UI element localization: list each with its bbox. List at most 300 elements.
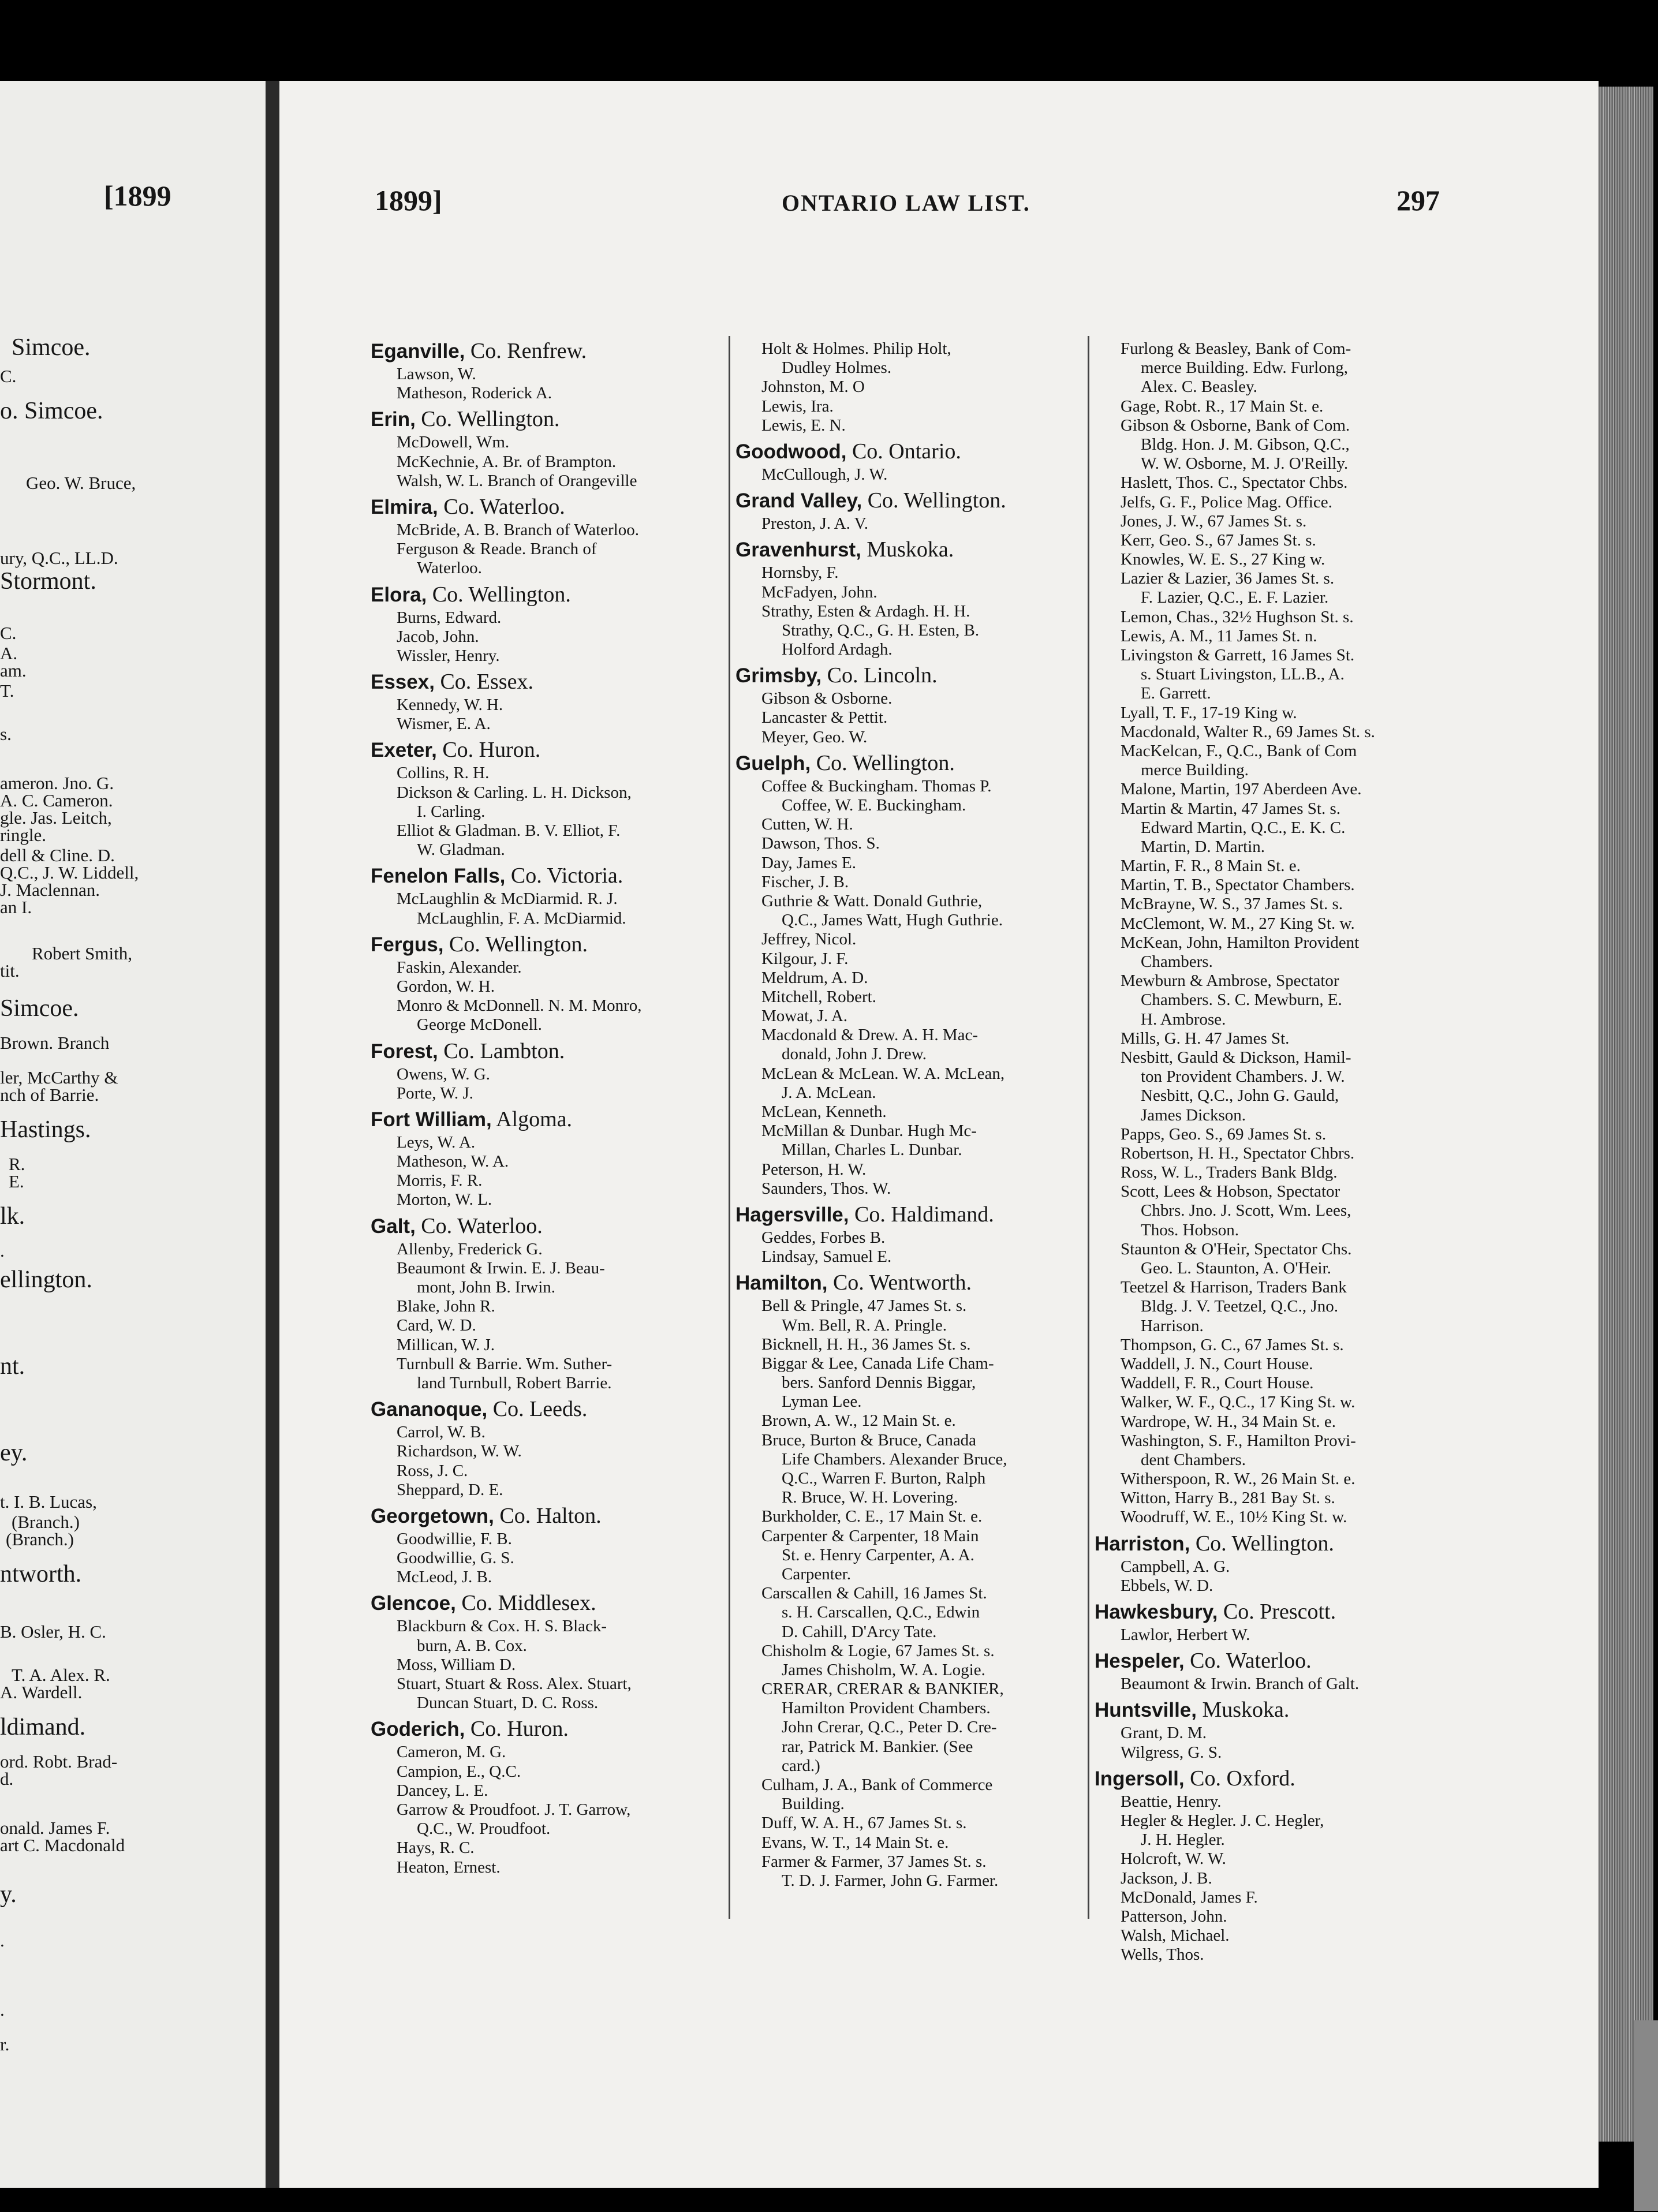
- lawyer-entry: Biggar & Lee, Canada Life Cham-: [761, 1354, 994, 1373]
- lawyer-entry: T. D. J. Farmer, John G. Farmer.: [782, 1871, 999, 1890]
- county-name: Co. Essex.: [434, 670, 533, 694]
- town-heading: [371, 736, 723, 764]
- left-page-line: tit.: [0, 961, 20, 981]
- lawyer-entry: Guthrie & Watt. Donald Guthrie,: [761, 891, 983, 910]
- lawyer-entry: Holt & Holmes. Philip Holt,: [761, 339, 951, 358]
- lawyer-entry: McFadyen, John.: [761, 582, 877, 601]
- left-page-line: onald. James F.: [0, 1818, 110, 1838]
- town-heading: [371, 1395, 723, 1423]
- lawyer-entry: Morris, F. R.: [397, 1171, 483, 1190]
- lawyer-entry: Duncan Stuart, D. C. Ross.: [417, 1694, 599, 1713]
- lawyer-entry: Life Chambers. Alexander Bruce,: [782, 1449, 1007, 1469]
- town-name: Hespeler,: [1095, 1650, 1185, 1673]
- left-page-line: ord. Robt. Brad-: [0, 1751, 118, 1772]
- lawyer-entry: Millican, W. J.: [397, 1335, 495, 1354]
- left-page-line: ameron. Jno. G.: [0, 773, 114, 793]
- county-name: Co. Ontario.: [846, 439, 961, 464]
- town-name: Hagersville,: [735, 1203, 849, 1226]
- lawyer-entry: Preston, J. A. V.: [761, 514, 869, 533]
- lawyer-entry: Hamilton Provident Chambers.: [782, 1699, 991, 1718]
- lawyer-entry: Dickson & Carling. L. H. Dickson,: [397, 783, 632, 802]
- county-name: Co. Wentworth.: [827, 1271, 972, 1295]
- lawyer-entry: George McDonell.: [417, 1015, 542, 1034]
- town-name: Huntsville,: [1095, 1699, 1197, 1722]
- lawyer-entry: Scott, Lees & Hobson, Spectator: [1121, 1182, 1340, 1201]
- town-name: Gravenhurst,: [735, 539, 861, 562]
- left-page-line: gle. Jas. Leitch,: [0, 808, 112, 828]
- lawyer-entry: Card, W. D.: [397, 1316, 476, 1335]
- town-name: Georgetown,: [371, 1504, 494, 1527]
- county-name: Co. Leeds.: [487, 1397, 588, 1422]
- lawyer-entry: Beaumont & Irwin. E. J. Beau-: [397, 1258, 605, 1277]
- lawyer-entry: Q.C., W. Proudfoot.: [417, 1819, 551, 1839]
- lawyer-entry: Brown, A. W., 12 Main St. e.: [761, 1411, 956, 1430]
- lawyer-entry: Strathy, Esten & Ardagh. H. H.: [761, 601, 970, 621]
- left-page-line: s.: [0, 724, 12, 744]
- left-page-line: d.: [0, 1769, 14, 1789]
- lawyer-entry: James Chisholm, W. A. Logie.: [782, 1660, 985, 1679]
- lawyer-entry: Chisholm & Logie, 67 James St. s.: [761, 1641, 995, 1660]
- lawyer-entry: Wismer, E. A.: [397, 715, 491, 734]
- lawyer-entry: s. H. Carscallen, Q.C., Edwin: [782, 1603, 980, 1622]
- lawyer-entry: Chambers. S. C. Mewburn, E.: [1141, 991, 1342, 1010]
- lawyer-entry: Richardson, W. W.: [397, 1442, 522, 1461]
- town-heading: [735, 662, 1082, 689]
- lawyer-entry: CRERAR, CRERAR & BANKIER,: [761, 1680, 1004, 1699]
- lawyer-entry: Lawson, W.: [397, 365, 476, 383]
- lawyer-entry: dent Chambers.: [1141, 1450, 1246, 1469]
- lawyer-entry: Chbrs. Jno. J. Scott, Wm. Lees,: [1141, 1201, 1351, 1220]
- town-heading: [1095, 1647, 1441, 1675]
- lawyer-entry: D. Cahill, D'Arcy Tate.: [782, 1622, 937, 1641]
- lawyer-entry: Holford Ardagh.: [782, 640, 893, 659]
- left-page-line: T.: [0, 681, 14, 701]
- lawyer-entry: Culham, J. A., Bank of Commerce: [761, 1776, 993, 1794]
- lawyer-entry: W. W. Osborne, M. J. O'Reilly.: [1141, 454, 1349, 473]
- county-name: Co. Victoria.: [505, 864, 623, 888]
- lawyer-entry: Bldg. Hon. J. M. Gibson, Q.C.,: [1141, 435, 1350, 454]
- left-page-line: J. Maclennan.: [0, 880, 100, 900]
- lawyer-entry: MacKelcan, F., Q.C., Bank of Com: [1121, 741, 1357, 760]
- lawyer-entry: Goodwillie, G. S.: [397, 1549, 514, 1568]
- town-heading: [371, 1502, 723, 1530]
- town-heading: [371, 668, 723, 696]
- lawyer-entry: Building.: [782, 1795, 845, 1814]
- town-heading: [1095, 1598, 1441, 1626]
- lawyer-entry: Dudley Holmes.: [782, 358, 892, 378]
- county-name: Co. Waterloo.: [438, 494, 565, 519]
- lawyer-entry: Geddes, Forbes B.: [761, 1228, 886, 1247]
- left-page-line: t. I. B. Lucas,: [0, 1492, 97, 1512]
- left-page-line: E.: [9, 1171, 24, 1191]
- left-page-line: .: [0, 1240, 5, 1261]
- page-edge: [1599, 87, 1653, 2142]
- lawyer-entry: Blackburn & Cox. H. S. Black-: [397, 1617, 607, 1636]
- lawyer-entry: Mitchell, Robert.: [761, 987, 876, 1006]
- lawyer-entry: McLaughlin, F. A. McDiarmid.: [417, 909, 626, 928]
- left-page-line: .: [0, 1930, 5, 1951]
- lawyer-entry: McDowell, Wm.: [397, 433, 510, 452]
- town-name: Ingersoll,: [1095, 1767, 1185, 1790]
- lawyer-entry: Wissler, Henry.: [397, 646, 500, 665]
- lawyer-entry: Wm. Bell, R. A. Pringle.: [782, 1316, 947, 1335]
- left-page-line: an I.: [0, 897, 32, 917]
- county-name: Co. Wellington.: [811, 750, 955, 775]
- column-1: [371, 335, 723, 1877]
- lawyer-entry: Sheppard, D. E.: [397, 1480, 503, 1499]
- lawyer-entry: Blake, John R.: [397, 1297, 495, 1316]
- lawyer-entry: J. H. Hegler.: [1141, 1830, 1225, 1849]
- lawyer-entry: Collins, R. H.: [397, 764, 490, 783]
- town-name: Elmira,: [371, 495, 438, 518]
- town-heading: [371, 581, 723, 608]
- lawyer-entry: McClemont, W. M., 27 King St. w.: [1121, 914, 1355, 933]
- town-name: Galt,: [371, 1215, 416, 1238]
- lawyer-entry: donald, John J. Drew.: [782, 1045, 927, 1064]
- lawyer-entry: Staunton & O'Heir, Spectator Chs.: [1121, 1239, 1352, 1258]
- lawyer-entry: Robertson, H. H., Spectator Chbrs.: [1121, 1144, 1355, 1163]
- lawyer-entry: Q.C., Warren F. Burton, Ralph: [782, 1469, 986, 1488]
- lawyer-entry: Lewis, E. N.: [761, 416, 846, 435]
- lawyer-entry: Johnston, M. O: [761, 378, 865, 397]
- town-name: Glencoe,: [371, 1592, 456, 1615]
- left-page-line: B. Osler, H. C.: [0, 1621, 106, 1642]
- lawyer-entry: Campion, E., Q.C.: [397, 1762, 521, 1781]
- town-heading: [371, 862, 723, 890]
- town-name: Hawkesbury,: [1095, 1601, 1218, 1623]
- lawyer-entry: McDonald, James F.: [1121, 1888, 1258, 1907]
- lawyer-entry: Gordon, W. H.: [397, 977, 495, 996]
- lawyer-entry: Mewburn & Ambrose, Spectator: [1121, 972, 1339, 991]
- lawyer-entry: Lancaster & Pettit.: [761, 708, 888, 727]
- lawyer-entry: H. Ambrose.: [1141, 1010, 1226, 1029]
- left-page-line: y.: [0, 1881, 17, 1908]
- left-page-line: Stormont.: [0, 568, 96, 595]
- lawyer-entry: Leys, W. A.: [397, 1133, 476, 1152]
- lawyer-entry: Hornsby, F.: [761, 563, 839, 582]
- left-page-line: Brown. Branch: [0, 1033, 110, 1053]
- lawyer-entry: Bruce, Burton & Bruce, Canada: [761, 1430, 977, 1449]
- lawyer-entry: Jelfs, G. F., Police Mag. Office.: [1121, 492, 1332, 511]
- lawyer-entry: Burkholder, C. E., 17 Main St. e.: [761, 1507, 983, 1526]
- town-heading: [1095, 1530, 1441, 1557]
- town-name: Erin,: [371, 408, 416, 431]
- town-name: Elora,: [371, 583, 427, 606]
- lawyer-entry: Elliot & Gladman. B. V. Elliot, F.: [397, 821, 621, 840]
- lawyer-entry: Walker, W. F., Q.C., 17 King St. w.: [1121, 1393, 1355, 1412]
- town-name: Eganville,: [371, 340, 465, 363]
- lawyer-entry: Saunders, Thos. W.: [761, 1179, 891, 1198]
- left-page-line: Hastings.: [0, 1116, 91, 1143]
- left-page-line: A. Wardell.: [0, 1682, 83, 1702]
- lawyer-entry: Lyall, T. F., 17-19 King w.: [1121, 703, 1297, 722]
- town-heading: [1095, 1765, 1441, 1792]
- town-name: Harriston,: [1095, 1532, 1190, 1555]
- lawyer-entry: bers. Sanford Dennis Biggar,: [782, 1373, 976, 1392]
- county-name: Co. Halton.: [494, 1503, 602, 1528]
- town-name: Goodwood,: [735, 440, 847, 463]
- lawyer-entry: Matheson, W. A.: [397, 1152, 509, 1171]
- lawyer-entry: Martin, T. B., Spectator Chambers.: [1121, 876, 1355, 895]
- lawyer-entry: Ferguson & Reade. Branch of: [397, 540, 597, 559]
- left-page-line: ler, McCarthy &: [0, 1067, 118, 1088]
- county-name: Co. Middlesex.: [455, 1591, 596, 1616]
- lawyer-entry: Martin, D. Martin.: [1141, 837, 1265, 856]
- town-name: Guelph,: [735, 752, 811, 775]
- left-page-line: R.: [9, 1154, 25, 1174]
- left-page-line: Q.C., J. W. Liddell,: [0, 862, 139, 883]
- lawyer-entry: Kennedy, W. H.: [397, 696, 503, 715]
- left-page-line: (Branch.): [6, 1529, 74, 1549]
- lawyer-entry: Jeffrey, Nicol.: [761, 930, 857, 949]
- lawyer-entry: Jones, J. W., 67 James St. s.: [1121, 511, 1307, 530]
- lawyer-entry: Waterloo.: [417, 559, 482, 578]
- lawyer-entry: Lemon, Chas., 32½ Hughson St. s.: [1121, 607, 1354, 626]
- lawyer-entry: McBrayne, W. S., 37 James St. s.: [1121, 895, 1343, 914]
- lawyer-entry: land Turnbull, Robert Barrie.: [417, 1373, 612, 1392]
- lawyer-entry: McLean, Kenneth.: [761, 1103, 887, 1121]
- lawyer-entry: Haslett, Thos. C., Spectator Chbs.: [1121, 473, 1348, 492]
- county-name: Algoma.: [491, 1107, 573, 1131]
- lawyer-entry: Goodwillie, F. B.: [397, 1529, 512, 1548]
- town-heading: [371, 1212, 723, 1240]
- left-page-line: ury, Q.C., LL.D.: [0, 548, 118, 568]
- county-name: Co. Prescott.: [1218, 1600, 1336, 1624]
- lawyer-entry: Carpenter.: [782, 1564, 851, 1583]
- lawyer-entry: Wardrope, W. H., 34 Main St. e.: [1121, 1412, 1336, 1431]
- book-gutter: [266, 81, 279, 2188]
- lawyer-entry: Carrol, W. B.: [397, 1423, 486, 1442]
- lawyer-entry: McKean, John, Hamilton Provident: [1121, 933, 1360, 952]
- lawyer-entry: Edward Martin, Q.C., E. K. C.: [1141, 818, 1346, 837]
- left-page-line: C.: [0, 623, 17, 643]
- lawyer-entry: Campbell, A. G.: [1121, 1557, 1230, 1576]
- town-heading: [371, 1037, 723, 1065]
- county-name: Co. Waterloo.: [1184, 1649, 1312, 1673]
- page-edge-corner: [1634, 2020, 1658, 2211]
- lawyer-entry: Teetzel & Harrison, Traders Bank: [1121, 1278, 1347, 1297]
- left-page-line: o. Simcoe.: [0, 398, 103, 424]
- town-name: Exeter,: [371, 739, 437, 762]
- left-page-line: Robert Smith,: [32, 943, 132, 963]
- lawyer-entry: Matheson, Roderick A.: [397, 384, 552, 403]
- lawyer-entry: E. Garrett.: [1141, 684, 1211, 703]
- town-heading: [735, 536, 1082, 563]
- town-heading: [371, 337, 723, 365]
- lawyer-entry: Chambers.: [1141, 952, 1213, 971]
- town-heading: [371, 1715, 723, 1743]
- town-heading: [371, 931, 723, 958]
- lawyer-entry: Beaumont & Irwin. Branch of Galt.: [1121, 1675, 1360, 1694]
- lawyer-entry: James Dickson.: [1141, 1105, 1246, 1124]
- header-year: 1899]: [375, 184, 442, 216]
- column-2: [735, 339, 1082, 1890]
- lawyer-entry: Porte, W. J.: [397, 1083, 473, 1103]
- lawyer-entry: Ross, J. C.: [397, 1461, 468, 1480]
- county-name: Co. Wellington.: [415, 407, 560, 432]
- lawyer-entry: McKechnie, A. Br. of Brampton.: [397, 452, 617, 471]
- lawyer-entry: Stuart, Stuart & Ross. Alex. Stuart,: [397, 1675, 632, 1693]
- lawyer-entry: McLean & McLean. W. A. McLean,: [761, 1064, 1005, 1083]
- lawyer-entry: Day, James E.: [761, 853, 857, 872]
- county-name: Co. Renfrew.: [465, 339, 587, 363]
- lawyer-entry: Wells, Thos.: [1121, 1945, 1204, 1964]
- lawyer-entry: Lazier & Lazier, 36 James St. s.: [1121, 569, 1335, 588]
- lawyer-entry: Walsh, Michael.: [1121, 1926, 1230, 1945]
- county-name: Co. Wellington.: [1190, 1531, 1334, 1556]
- lawyer-entry: Thompson, G. C., 67 James St. s.: [1121, 1335, 1344, 1354]
- lawyer-entry: rar, Patrick M. Bankier. (See: [782, 1737, 973, 1756]
- left-page-line: A.: [0, 643, 18, 663]
- left-page-line: (Branch.): [12, 1512, 80, 1532]
- lawyer-entry: Kilgour, J. F.: [761, 949, 849, 968]
- lawyer-entry: Nesbitt, Q.C., John G. Gauld,: [1141, 1086, 1339, 1105]
- county-name: Co. Huron.: [465, 1717, 569, 1742]
- county-name: Co. Haldimand.: [849, 1202, 994, 1227]
- town-heading: [371, 1105, 723, 1133]
- lawyer-entry: Cutten, W. H.: [761, 815, 853, 834]
- lawyer-entry: Turnbull & Barrie. Wm. Suther-: [397, 1354, 613, 1373]
- left-page-line: Simcoe.: [0, 995, 79, 1022]
- header-title: ONTARIO LAW LIST.: [782, 190, 1030, 216]
- lawyer-entry: Jacob, John.: [397, 627, 479, 646]
- lawyer-entry: Allenby, Frederick G.: [397, 1239, 543, 1258]
- lawyer-entry: Witherspoon, R. W., 26 Main St. e.: [1121, 1470, 1355, 1489]
- lawyer-entry: Carpenter & Carpenter, 18 Main: [761, 1526, 979, 1545]
- lawyer-entry: Patterson, John.: [1121, 1907, 1227, 1926]
- lawyer-entry: W. Gladman.: [417, 840, 505, 860]
- town-heading: [371, 1589, 723, 1617]
- left-page-line: Geo. W. Bruce,: [26, 473, 136, 493]
- lawyer-entry: merce Building.: [1141, 761, 1249, 780]
- lawyer-entry: Woodruff, W. E., 10½ King St. w.: [1121, 1508, 1347, 1527]
- left-page-line: ntworth.: [0, 1561, 82, 1587]
- lawyer-entry: Coffee, W. E. Buckingham.: [782, 796, 966, 814]
- column-rule: [1088, 336, 1089, 1919]
- lawyer-entry: Moss, William D.: [397, 1655, 516, 1674]
- lawyer-entry: Farmer & Farmer, 37 James St. s.: [761, 1852, 987, 1871]
- lawyer-entry: Cameron, M. G.: [397, 1743, 506, 1762]
- county-name: Co. Huron.: [436, 738, 541, 763]
- lawyer-entry: Witton, Harry B., 281 Bay St. s.: [1121, 1489, 1335, 1508]
- lawyer-entry: Alex. C. Beasley.: [1141, 378, 1257, 397]
- lawyer-entry: Thos. Hobson.: [1141, 1220, 1239, 1239]
- lawyer-entry: Fischer, J. B.: [761, 872, 849, 891]
- lawyer-entry: Dawson, Thos. S.: [761, 834, 880, 853]
- lawyer-entry: Strathy, Q.C., G. H. Esten, B.: [782, 621, 980, 640]
- lawyer-entry: Gage, Robt. R., 17 Main St. e.: [1121, 397, 1324, 416]
- town-heading: [735, 438, 1082, 465]
- lawyer-entry: Waddell, J. N., Court House.: [1121, 1354, 1313, 1373]
- lawyer-entry: Gibson & Osborne, Bank of Com.: [1121, 416, 1350, 435]
- lawyer-entry: Meyer, Geo. W.: [761, 727, 868, 746]
- town-heading: [735, 1201, 1082, 1228]
- left-page-line: nch of Barrie.: [0, 1085, 99, 1105]
- lawyer-entry: Hegler & Hegler. J. C. Hegler,: [1121, 1811, 1324, 1830]
- lawyer-entry: Q.C., James Watt, Hugh Guthrie.: [782, 911, 1003, 930]
- right-page: [279, 81, 1599, 2188]
- left-page-line: nt.: [0, 1353, 25, 1380]
- town-name: Essex,: [371, 671, 435, 694]
- lawyer-entry: Furlong & Beasley, Bank of Com-: [1121, 339, 1351, 358]
- lawyer-entry: Dancey, L. E.: [397, 1781, 488, 1800]
- lawyer-entry: Garrow & Proudfoot. J. T. Garrow,: [397, 1800, 631, 1819]
- lawyer-entry: Lawlor, Herbert W.: [1121, 1626, 1250, 1644]
- lawyer-entry: Ebbels, W. D.: [1121, 1576, 1213, 1595]
- town-heading: [371, 405, 723, 433]
- lawyer-entry: card.): [782, 1756, 820, 1775]
- lawyer-entry: I. Carling.: [417, 802, 486, 821]
- lawyer-entry: Ross, W. L., Traders Bank Bldg.: [1121, 1163, 1338, 1182]
- lawyer-entry: Mowat, J. A.: [761, 1007, 848, 1026]
- lawyer-entry: Heaton, Ernest.: [397, 1858, 501, 1877]
- lawyer-entry: Walsh, W. L. Branch of Orangeville: [397, 471, 637, 490]
- left-page-line: ey.: [0, 1440, 28, 1466]
- lawyer-entry: Carscallen & Cahill, 16 James St.: [761, 1584, 987, 1603]
- lawyer-entry: burn, A. B. Cox.: [417, 1636, 527, 1655]
- county-name: Co. Lambton.: [438, 1038, 565, 1063]
- lawyer-entry: s. Stuart Livingston, LL.B., A.: [1141, 665, 1345, 684]
- county-name: Co. Wellington.: [862, 488, 1006, 513]
- lawyer-entry: Harrison.: [1141, 1316, 1204, 1335]
- left-page-header: [1899: [104, 180, 171, 212]
- county-name: Muskoka.: [1196, 1698, 1290, 1722]
- lawyer-entry: John Crerar, Q.C., Peter D. Cre-: [782, 1718, 997, 1737]
- lawyer-entry: Lyman Lee.: [782, 1392, 862, 1411]
- lawyer-entry: R. Bruce, W. H. Lovering.: [782, 1488, 958, 1507]
- town-name: Grand Valley,: [735, 490, 862, 513]
- left-page-line: am.: [0, 660, 27, 681]
- town-name: Grimsby,: [735, 664, 822, 687]
- lawyer-entry: Holcroft, W. W.: [1121, 1849, 1226, 1869]
- lawyer-entry: Macdonald & Drew. A. H. Mac-: [761, 1026, 979, 1045]
- lawyer-entry: Faskin, Alexander.: [397, 958, 522, 977]
- lawyer-entry: Kerr, Geo. S., 67 James St. s.: [1121, 530, 1316, 550]
- left-page-line: art C. Macdonald: [0, 1835, 125, 1855]
- lawyer-entry: Malone, Martin, 197 Aberdeen Ave.: [1121, 780, 1362, 799]
- lawyer-entry: Lewis, Ira.: [761, 397, 834, 416]
- lawyer-entry: Martin & Martin, 47 James St. s.: [1121, 799, 1341, 818]
- left-page-line: C.: [0, 366, 17, 386]
- county-name: Co. Wellington.: [443, 932, 588, 956]
- left-page-line: .: [0, 2000, 5, 2020]
- lawyer-entry: merce Building. Edw. Furlong,: [1141, 358, 1348, 378]
- town-name: Fort William,: [371, 1108, 492, 1131]
- left-page-line: T. A. Alex. R.: [12, 1665, 110, 1685]
- town-name: Goderich,: [371, 1718, 465, 1741]
- lawyer-entry: McCullough, J. W.: [761, 465, 888, 484]
- lawyer-entry: Macdonald, Walter R., 69 James St. s.: [1121, 722, 1375, 741]
- lawyer-entry: Mills, G. H. 47 James St.: [1121, 1029, 1290, 1048]
- lawyer-entry: Knowles, W. E. S., 27 King w.: [1121, 550, 1325, 569]
- left-page-line: lk.: [0, 1203, 25, 1230]
- town-heading: [735, 487, 1082, 514]
- left-page-line: r.: [0, 2034, 10, 2054]
- lawyer-entry: Lindsay, Samuel E.: [761, 1247, 892, 1266]
- town-heading: [1095, 1696, 1441, 1724]
- left-page-line: Simcoe.: [12, 334, 91, 361]
- lawyer-entry: J. A. McLean.: [782, 1083, 876, 1102]
- lawyer-entry: McLaughlin & McDiarmid. R. J.: [397, 890, 618, 909]
- lawyer-entry: Gibson & Osborne.: [761, 689, 893, 708]
- lawyer-entry: Waddell, F. R., Court House.: [1121, 1374, 1314, 1393]
- left-page-line: A. C. Cameron.: [0, 790, 113, 810]
- town-heading: [735, 749, 1082, 777]
- column-3: [1095, 339, 1441, 1964]
- town-heading: [735, 1269, 1082, 1296]
- lawyer-entry: Bell & Pringle, 47 James St. s.: [761, 1296, 967, 1316]
- left-page-line: ldimand.: [0, 1714, 86, 1740]
